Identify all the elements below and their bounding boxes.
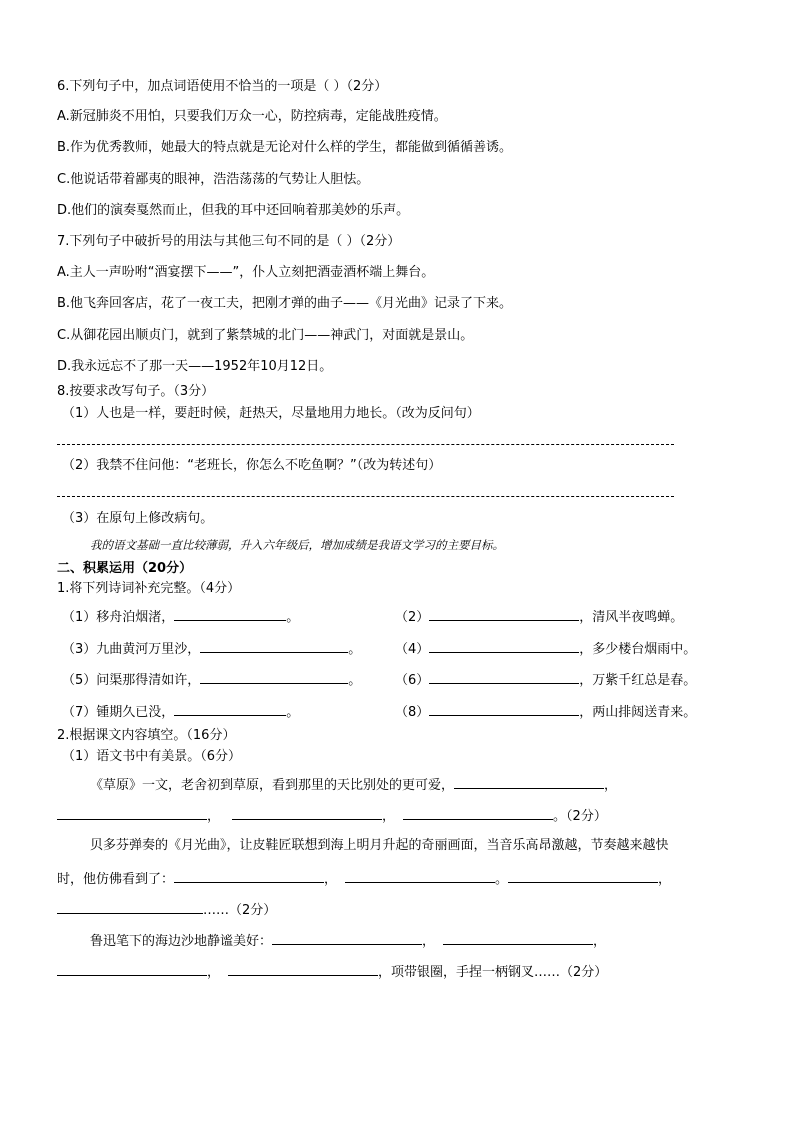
q7-option-b: B.他飞奔回客店，花了一夜工夫，把刚才弹的曲子——《月光曲》记录了下来。 — [57, 296, 513, 311]
beach-line-2 — [57, 962, 607, 982]
beach-blank-2[interactable] — [443, 931, 593, 945]
q8-sick-sentence: 我的语文基础一直比较薄弱，升入六年级后，增加成绩是我语文学习的主要目标。 — [90, 538, 504, 552]
comma: ， — [422, 934, 436, 949]
comma: ， — [324, 872, 338, 887]
q7-option-a: A.主人一声吩咐“酒宴摆下——”，仆人立刻把酒壶酒杯端上舞台。 — [57, 265, 435, 280]
grass-line-2 — [57, 806, 607, 826]
poem-3-end: 。 — [348, 642, 362, 657]
q7-option-d: D.我永远忘不了那一天——1952年10月12日。 — [57, 359, 333, 374]
q8-sub1: （1）人也是一样，要赶时候，赶热天，尽量地用力地长。（改为反问句） — [62, 406, 480, 421]
answer-line-1[interactable] — [57, 444, 674, 445]
moon-line-1: 贝多芬弹奏的《月光曲》，让皮鞋匠联想到海上明月升起的奇丽画面，当音乐高昂激越，节奏越来越快 — [90, 838, 669, 853]
poem-4-text: （4） — [395, 642, 430, 657]
poem-2 — [395, 607, 683, 627]
comma: ， — [658, 872, 672, 887]
q8-sub3: （3）在原句上修改病句。 — [62, 511, 214, 526]
poem-2-blank[interactable] — [429, 607, 579, 621]
grass-blank-3[interactable] — [232, 806, 382, 820]
moon-blank-1[interactable] — [174, 869, 324, 883]
q6-option-b: B.作为优秀教师，她最大的特点就是无论对什么样的学生，都能做到循循善诱。 — [57, 140, 513, 155]
poem-1-end: 。 — [286, 610, 300, 625]
s2-q1-stem: 1.将下列诗词补充完整。（4分） — [57, 581, 241, 596]
comma: ， — [382, 809, 396, 824]
poem-7-blank[interactable] — [174, 702, 286, 716]
poem-4 — [395, 639, 696, 659]
poem-5 — [62, 670, 361, 690]
moon-text: 时，他仿佛看到了： — [57, 872, 175, 887]
moon-blank-2[interactable] — [345, 869, 495, 883]
poem-7-text: （7）锺期久已没， — [62, 705, 175, 720]
poem-2-end: ，清风半夜鸣蝉。 — [579, 610, 684, 625]
beach-end: ，项带银圈，手捏一柄钢叉……（2分） — [378, 965, 608, 980]
poem-4-blank[interactable] — [429, 639, 579, 653]
comma: ， — [593, 934, 607, 949]
poem-1-blank[interactable] — [174, 607, 286, 621]
grass-text: 《草原》一文，老舍初到草原，看到那里的天比别处的更可爱， — [90, 778, 455, 793]
moon-line-2 — [57, 869, 671, 889]
poem-3 — [62, 639, 361, 659]
s2-q2-sub1: （1）语文书中有美景。（6分） — [62, 749, 242, 764]
poem-8-end: ，两山排闼送青来。 — [579, 705, 697, 720]
q7-stem: 7.下列句子中破折号的用法与其他三句不同的是（ ）（2分） — [57, 234, 401, 249]
poem-8 — [395, 702, 696, 722]
poem-5-end: 。 — [348, 673, 362, 688]
poem-5-text: （5）问渠那得清如许， — [62, 673, 201, 688]
ellipsis-score: ……（2分） — [203, 903, 277, 918]
q6-option-c: C.他说话带着鄙夷的眼神，浩浩荡荡的气势让人胆怯。 — [57, 172, 370, 187]
section2-title: 二、积累运用（20分） — [57, 561, 193, 576]
period: 。 — [553, 809, 567, 824]
period: 。 — [495, 872, 509, 887]
comma: ， — [604, 778, 618, 793]
poem-6-blank[interactable] — [429, 670, 579, 684]
q6-option-a: A.新冠肺炎不用怕，只要我们万众一心，防控病毒，定能战胜疫情。 — [57, 109, 447, 124]
poem-6-end: ，万紫千红总是春。 — [579, 673, 697, 688]
beach-blank-3[interactable] — [57, 962, 207, 976]
poem-1 — [62, 607, 299, 627]
poem-3-text: （3）九曲黄河万里沙， — [62, 642, 201, 657]
poem-6 — [395, 670, 696, 690]
poem-3-blank[interactable] — [200, 639, 348, 653]
comma: ， — [207, 965, 221, 980]
q8-sub2: （2）我禁不住问他：“老班长，你怎么不吃鱼啊？”（改为转述句） — [62, 458, 442, 473]
poem-7-end: 。 — [286, 705, 300, 720]
beach-line-1 — [90, 931, 606, 951]
q8-stem: 8.按要求改写句子。（3分） — [57, 384, 215, 399]
beach-blank-4[interactable] — [228, 962, 378, 976]
grass-blank-4[interactable] — [403, 806, 553, 820]
moon-line-3 — [57, 900, 276, 920]
s2-q2-stem: 2.根据课文内容填空。（16分） — [57, 728, 236, 743]
poem-6-text: （6） — [395, 673, 430, 688]
moon-blank-3[interactable] — [508, 869, 658, 883]
poem-2-text: （2） — [395, 610, 430, 625]
beach-blank-1[interactable] — [272, 931, 422, 945]
answer-line-2[interactable] — [57, 496, 674, 497]
poem-5-blank[interactable] — [200, 670, 348, 684]
comma: ， — [207, 809, 221, 824]
grass-blank-2[interactable] — [57, 806, 207, 820]
poem-1-text: （1）移舟泊烟渚， — [62, 610, 175, 625]
q7-option-c: C.从御花园出顺贞门，就到了紫禁城的北门——神武门，对面就是景山。 — [57, 328, 474, 343]
score: （2分） — [566, 809, 607, 824]
q6-option-d: D.他们的演奏戛然而止，但我的耳中还回响着那美妙的乐声。 — [57, 203, 410, 218]
poem-4-end: ，多少楼台烟雨中。 — [579, 642, 697, 657]
moon-blank-4[interactable] — [57, 900, 203, 914]
grass-line-1 — [90, 775, 617, 795]
q6-stem: 6.下列句子中，加点词语使用不恰当的一项是（ ）（2分） — [57, 79, 388, 94]
beach-text: 鲁迅笔下的海边沙地静谧美好： — [90, 934, 273, 949]
poem-8-blank[interactable] — [429, 702, 579, 716]
grass-blank-1[interactable] — [454, 775, 604, 789]
poem-7 — [62, 702, 299, 722]
poem-8-text: （8） — [395, 705, 430, 720]
